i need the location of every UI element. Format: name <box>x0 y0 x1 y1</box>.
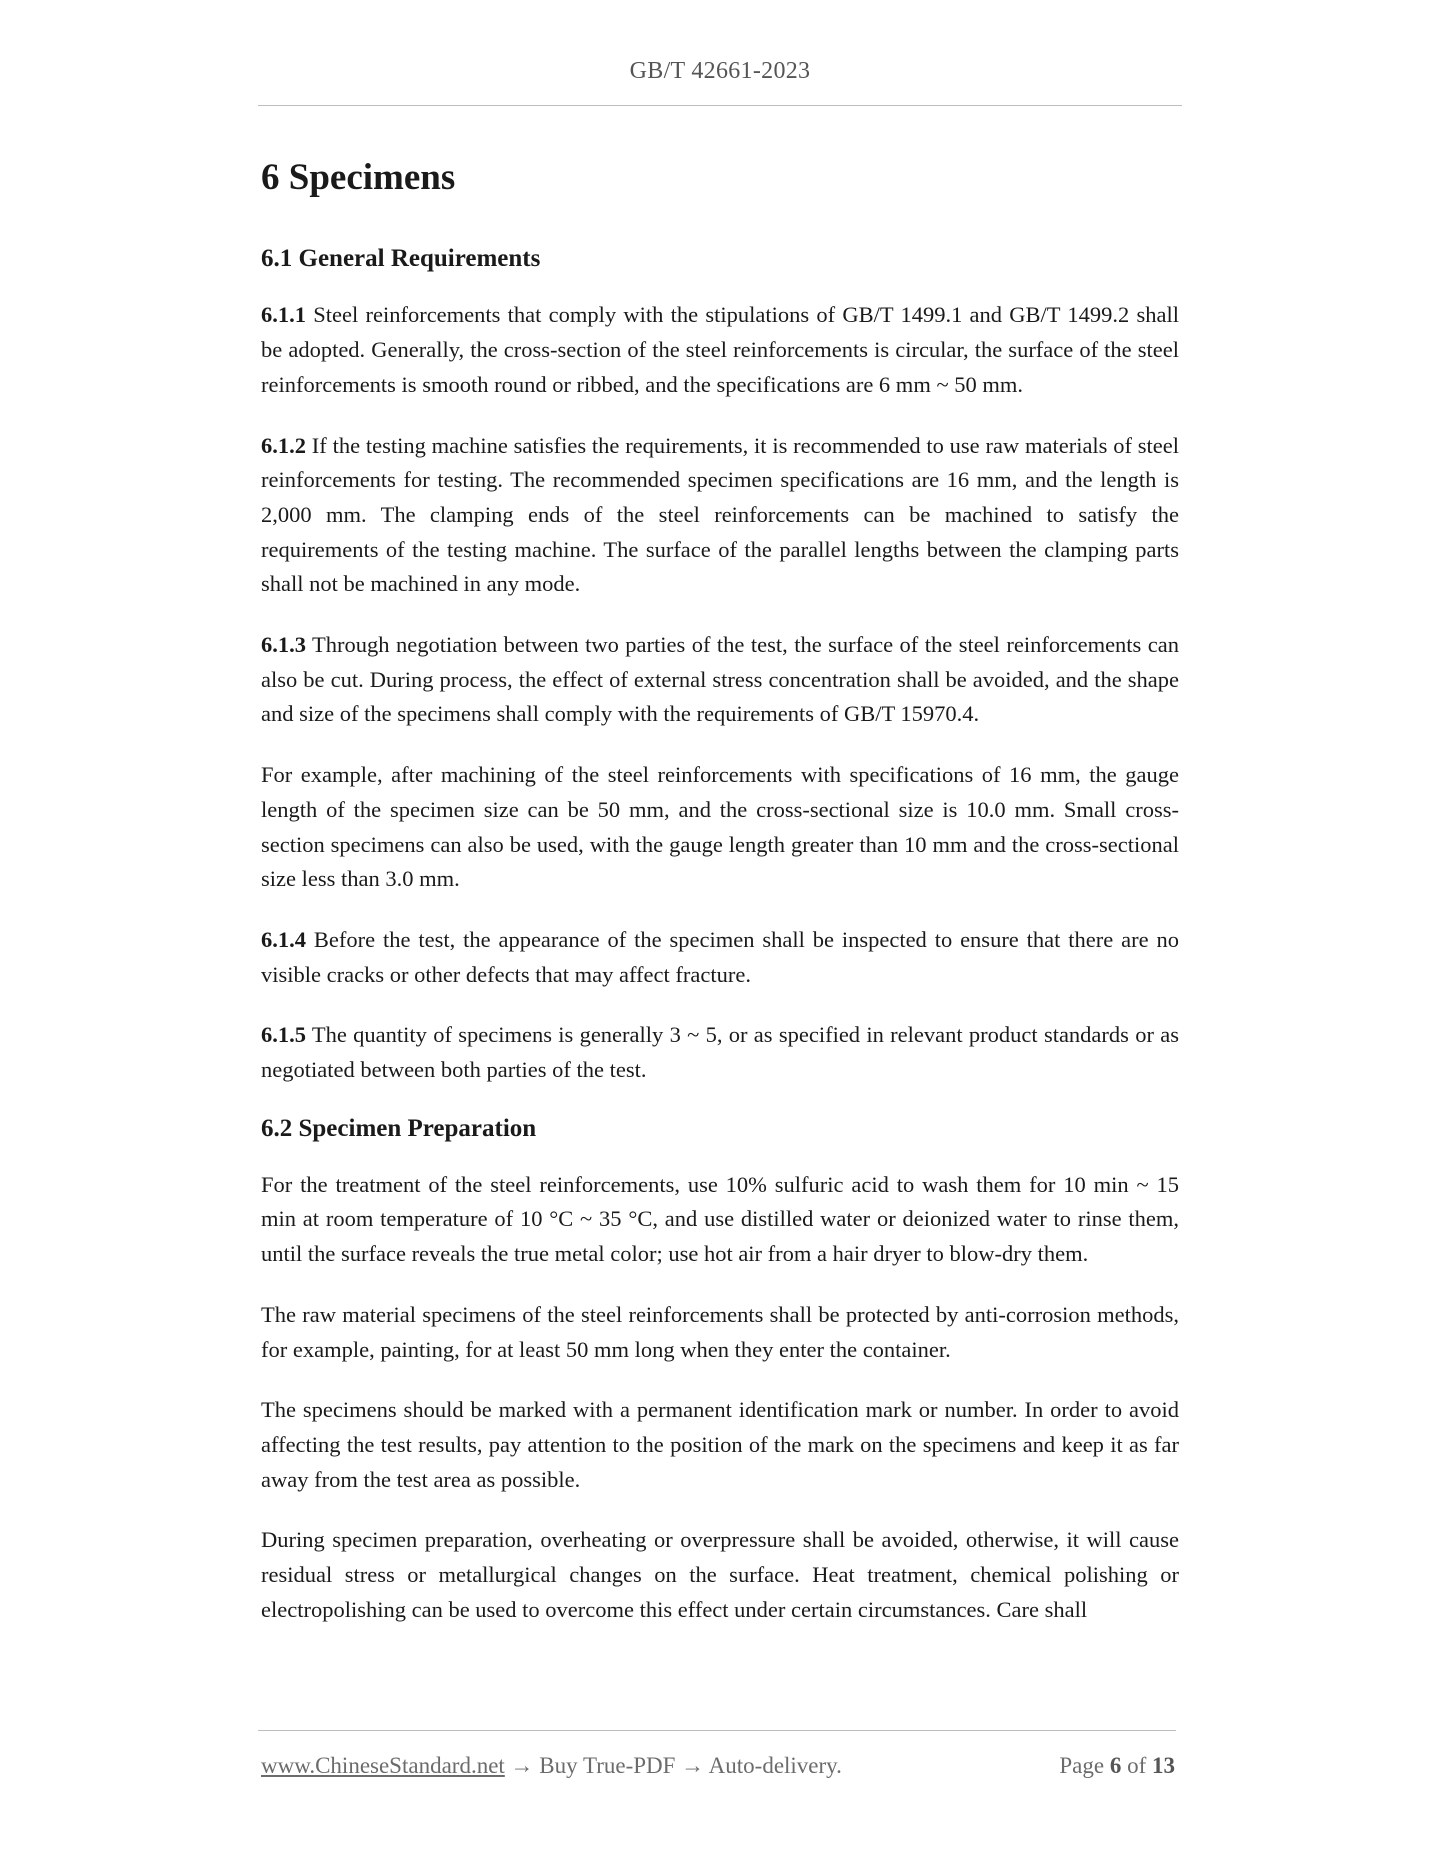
clause-text: Through negotiation between two parties of the test, the surface of the steel reinforcements can also be cut. During process, the effect of external stress concentration shall be avoided, and the shape and size of the specimens shall comply with the requirements of GB/T 15970.4. <box>261 632 1179 727</box>
document-body <box>261 156 1179 1653</box>
subsection-title-6-1: 6.1 General Requirements <box>261 245 541 273</box>
clause-text: Before the test, the appearance of the specimen shall be inspected to ensure that there are no visible cracks or other defects that may affect fracture. <box>261 926 1179 987</box>
subsection-title-6-2: 6.2 Specimen Preparation <box>261 1114 537 1142</box>
promo-text: → Buy True-PDF → Auto-delivery. <box>504 1753 842 1778</box>
page-indicator <box>1059 1753 1175 1779</box>
header-divider <box>258 105 1182 106</box>
page-label: Page <box>1059 1753 1110 1778</box>
clause-6-1-2 <box>261 429 1179 603</box>
preparation-paragraph-2: The raw material specimens of the steel reinforcements shall be protected by anti-corrosion methods, for example, painting, for at least 50 mm long when they enter the container. <box>261 1301 1179 1362</box>
clause-6-1-1 <box>261 298 1179 402</box>
preparation-paragraph-1: For the treatment of the steel reinforcements, use 10% sulfuric acid to wash them for 10 min ~ 15 min at room temperature of 10 °C ~ 35 °C, and use distilled water or deionized water to rinse them, until the surface reveals the true metal color; use hot air from a hair dryer to blow-dry them. <box>261 1171 1179 1267</box>
clause-text: The quantity of specimens is generally 3 ~ 5, or as specified in relevant product standards or as negotiated between both parties of the test. <box>261 1022 1179 1083</box>
preparation-paragraph-3: The specimens should be marked with a permanent identification mark or number. In order to avoid affecting the test results, pay attention to the position of the mark on the specimens and keep it as far away from the test area as possible. <box>261 1397 1179 1492</box>
total-page-number: 13 <box>1152 1753 1175 1778</box>
clause-number: 6.1.5 <box>261 1022 306 1048</box>
footer-promo <box>261 1753 842 1779</box>
site-link[interactable]: www.ChineseStandard.net <box>261 1753 505 1778</box>
clause-number: 6.1.4 <box>261 926 306 952</box>
document-header-code: GB/T 42661-2023 <box>629 58 811 84</box>
clause-text: Steel reinforcements that comply with the stipulations of GB/T 1499.1 and GB/T 1499.2 shall be adopted. Generally, the cross-section of the steel reinforcements is circular, the surface of the steel reinforcements is smooth round or ribbed, and the specifications are 6 mm ~ 50 mm. <box>261 302 1179 397</box>
current-page-number: 6 <box>1109 1753 1122 1778</box>
clause-6-1-5 <box>261 1018 1179 1087</box>
clause-6-1-4 <box>261 923 1179 992</box>
preparation-paragraph-4: During specimen preparation, overheating or overpressure shall be avoided, otherwise, it will cause residual stress or metallurgical changes on the surface. Heat treatment, chemical polishing or electropolishing can be used to overcome this effect under certain circumstances. Care shall <box>261 1527 1179 1622</box>
section-title: 6 Specimens <box>261 157 456 198</box>
page-of-label: of <box>1121 1753 1152 1778</box>
example-paragraph: For example, after machining of the steel reinforcements with specifications of 16 mm, the gauge length of the specimen size can be 50 mm, and the cross-sectional size is 10.0 mm. Small cross-section specimens can also be used, with the gauge length greater than 10 mm and the cross-sectional size less than 3.0 mm. <box>261 762 1179 892</box>
clause-number: 6.1.3 <box>261 632 306 658</box>
clause-number: 6.1.1 <box>261 302 306 328</box>
footer-divider <box>258 1730 1176 1731</box>
clause-text: If the testing machine satisfies the requirements, it is recommended to use raw materials of steel reinforcements for testing. The recommended specimen specifications are 16 mm, and the length is 2,000 mm. The clamping ends of the steel reinforcements can be machined to satisfy the requirements of the testing machine. The surface of the parallel lengths between the clamping parts shall not be machined in any mode. <box>261 432 1179 597</box>
clause-number: 6.1.2 <box>261 432 306 458</box>
clause-6-1-3 <box>261 628 1179 732</box>
